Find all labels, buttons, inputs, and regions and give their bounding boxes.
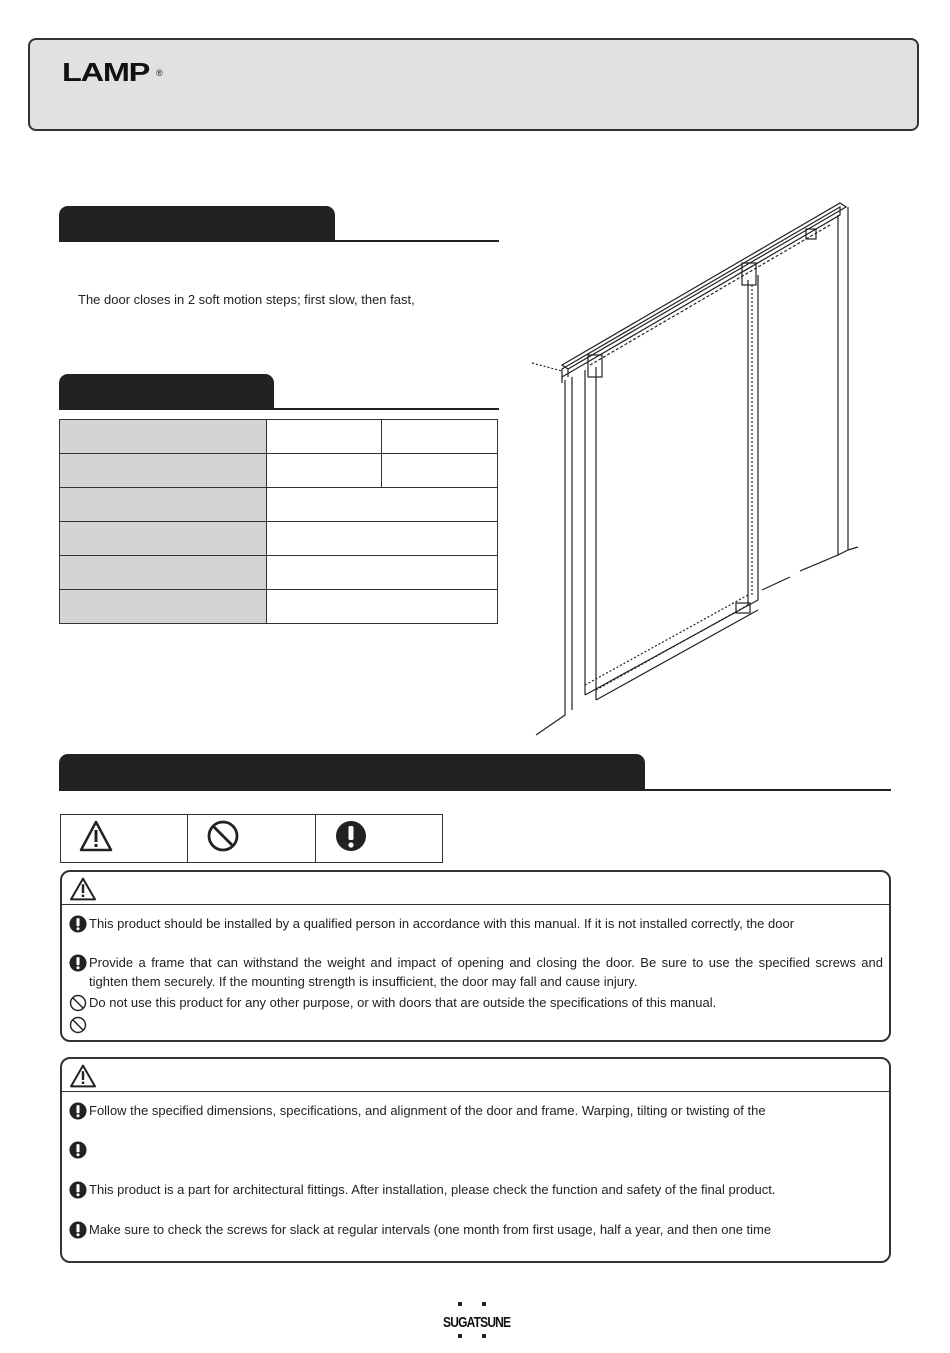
- spec-label-cell: [60, 454, 267, 488]
- spec-value-cell: [382, 420, 498, 454]
- safety-item-text: This product is a part for architectural fittings. After installation, please check the function and safety of the final product.: [89, 1182, 776, 1197]
- warning-triangle-icon: [69, 877, 97, 901]
- spec-row: [60, 420, 498, 454]
- safety-item: [69, 1220, 883, 1239]
- mandatory-icon: [69, 1102, 87, 1120]
- spec-value-cell: [382, 454, 498, 488]
- spec-label-cell: [60, 556, 267, 590]
- warning-triangle-icon: [79, 820, 113, 852]
- spec-label-cell: [60, 522, 267, 556]
- spec-row: [60, 556, 498, 590]
- spec-row: [60, 454, 498, 488]
- spec-value-cell: [267, 590, 498, 624]
- prohibited-icon: [69, 994, 87, 1012]
- features-text: The door closes in 2 soft motion steps; first slow, then fast,: [78, 292, 415, 307]
- safety-item: [69, 1180, 883, 1199]
- mandatory-icon: [334, 819, 368, 853]
- safety-item: [69, 953, 883, 991]
- safety-item: [69, 993, 883, 1012]
- safety-section-tab: [59, 754, 645, 790]
- caution-triangle-icon: [69, 1064, 97, 1088]
- spec-row: [60, 590, 498, 624]
- safety-item: [69, 1101, 883, 1120]
- spec-value-cell: [267, 420, 382, 454]
- features-section-tab: [59, 206, 335, 241]
- registered-mark: ®: [156, 68, 163, 78]
- spec-table: [59, 419, 498, 624]
- footer-brand: SUGATSUNE: [443, 1314, 511, 1331]
- mandatory-icon: [69, 915, 87, 933]
- prohibited-icon: [69, 1016, 87, 1034]
- spec-value-cell: [267, 522, 498, 556]
- features-section-rule: [59, 240, 499, 242]
- legend-warning-cell: [61, 815, 188, 863]
- spec-row: [60, 488, 498, 522]
- brand-logo: LAMP: [62, 57, 150, 87]
- safety-item: [69, 914, 883, 933]
- safety-item-text: Do not use this product for any other purpose, or with doors that are outside the specifications of this manual.: [89, 995, 717, 1010]
- spec-row: [60, 522, 498, 556]
- symbol-legend: [60, 814, 443, 863]
- header-banner: [28, 38, 919, 131]
- mandatory-icon: [69, 1221, 87, 1239]
- caution-box-header: [62, 1059, 889, 1092]
- warning-box-header: [62, 872, 889, 905]
- safety-item-text: Provide a frame that can withstand the weight and impact of opening and closing the door. Be sure to use the specified screws and tighten them securely. If the mounting strength is insufficient, the door may fall and cause injury.: [89, 955, 883, 989]
- specs-section-rule: [59, 408, 499, 410]
- mandatory-icon: [69, 954, 87, 972]
- spec-value-cell: [267, 488, 498, 522]
- spec-label-cell: [60, 590, 267, 624]
- mandatory-icon: [69, 1141, 87, 1159]
- mandatory-icon: [69, 1181, 87, 1199]
- spec-label-cell: [60, 488, 267, 522]
- legend-mandatory-cell: [315, 815, 442, 863]
- spec-value-cell: [267, 556, 498, 590]
- specs-section-tab: [59, 374, 274, 409]
- safety-item-text: Make sure to check the screws for slack at regular intervals (one month from first usage, half a year, and then one time: [89, 1222, 772, 1237]
- safety-section-rule: [59, 789, 891, 791]
- prohibited-icon: [206, 819, 240, 853]
- legend-prohibited-cell: [188, 815, 315, 863]
- sliding-door-illustration: [520, 195, 870, 745]
- spec-label-cell: [60, 420, 267, 454]
- safety-item-text: Follow the specified dimensions, specifications, and alignment of the door and frame. Warping, tilting or twisting of the: [89, 1103, 766, 1118]
- spec-value-cell: [267, 454, 382, 488]
- safety-item-text: This product should be installed by a qualified person in accordance with this manual. If it is not installed correctly, the door: [89, 916, 795, 931]
